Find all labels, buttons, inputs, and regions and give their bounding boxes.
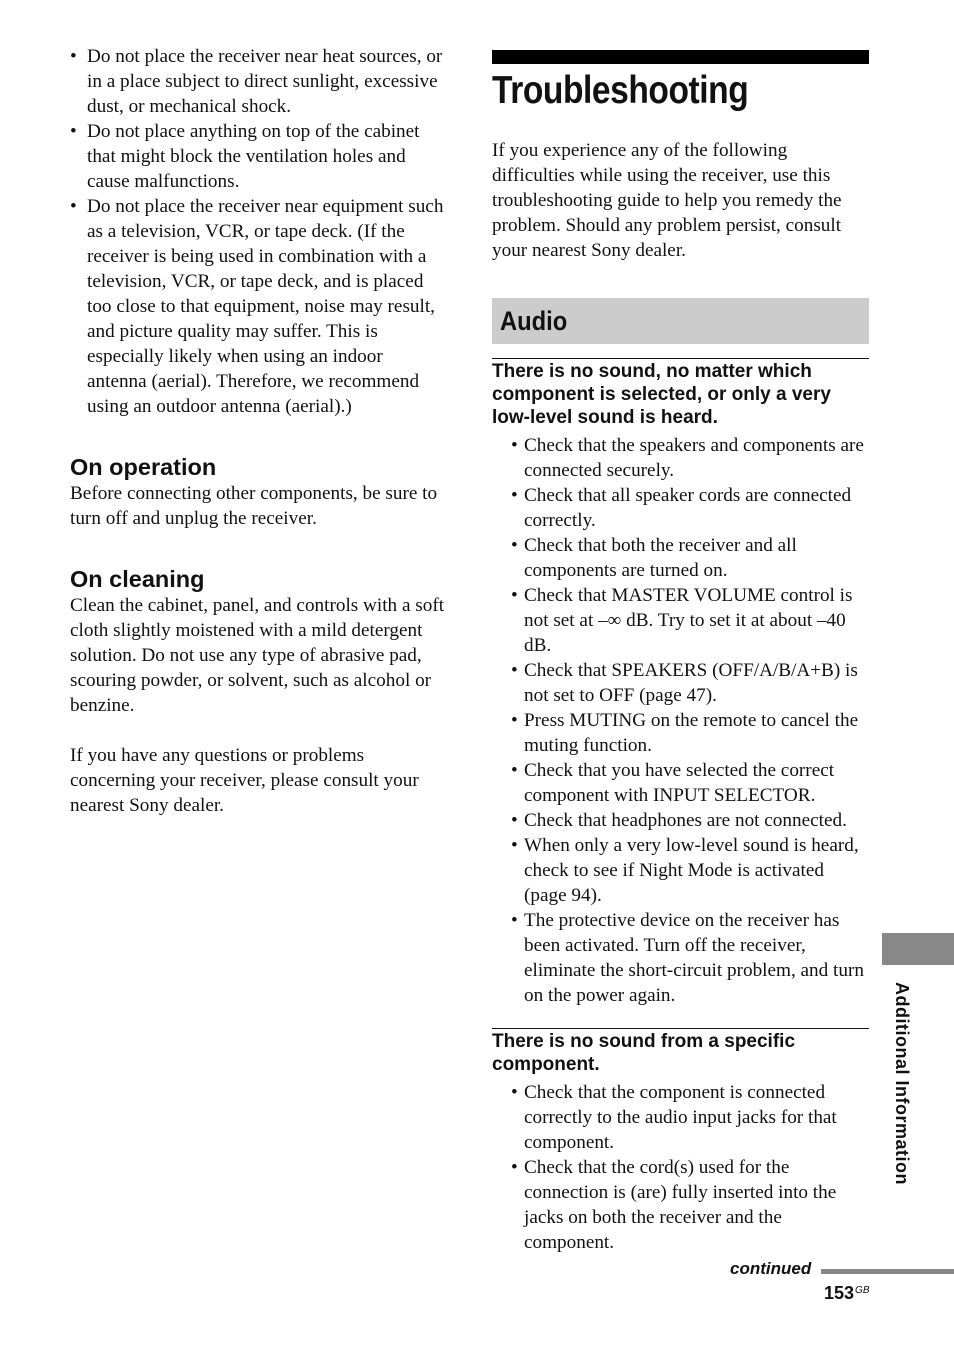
bullet: • (511, 435, 518, 456)
bullet: • (70, 46, 77, 67)
section-label: Audio (500, 305, 568, 336)
bullet: • (70, 121, 77, 142)
check-item-text: Check that the component is connected correctly to the audio input jacks for that component. (524, 1082, 837, 1153)
page-number-suffix: GB (855, 1285, 870, 1296)
continued-rule (821, 1269, 954, 1274)
bullet: • (511, 710, 518, 731)
bullet: • (70, 196, 77, 217)
list-item-text: Do not place the receiver near equipment such as a television, VCR, or tape deck. (If the receiver is being used in combination with a television, VCR, or tape deck, and is placed too close to that equipment, noise may result, and picture quality may suffer. This is especially likely when using an indoor antenna (aerial). Therefore, we recommend using an outdoor antenna (aerial).) (87, 196, 444, 417)
list-item-text: Do not place anything on top of the cabinet that might block the ventilation holes and cause malfunctions. (87, 121, 420, 192)
check-item-text: Check that the speakers and components are connected securely. (524, 435, 864, 481)
list-item-text: Do not place the receiver near heat sources, or in a place subject to direct sunlight, excessive dust, or mechanical shock. (87, 46, 443, 117)
problem-checklist (492, 1080, 869, 1255)
check-item (511, 708, 869, 758)
check-item-text: Check that SPEAKERS (OFF/A/B/A+B) is not set to OFF (page 47). (524, 660, 858, 706)
check-item (511, 533, 869, 583)
check-item (511, 433, 869, 483)
intro-text: If you experience any of the following difficulties while using the receiver, use this troubleshooting guide to help you remedy the problem. Should any problem persist, consult your nearest Sony dealer. (492, 140, 842, 261)
left-column (70, 44, 446, 818)
page-number-value: 153 (824, 1283, 855, 1303)
list-item (70, 194, 446, 419)
bullet: • (511, 485, 518, 506)
operation-heading: On operation (70, 454, 217, 480)
check-item-text: When only a very low-level sound is heard, check to see if Night Mode is activated (page 94). (524, 835, 859, 906)
check-item-text: The protective device on the receiver has been activated. Turn off the receiver, eliminate the short-circuit problem, and turn on the power again. (524, 910, 864, 1006)
problem-checklist (492, 433, 869, 1008)
check-item (511, 808, 869, 833)
check-item (511, 758, 869, 808)
bullet: • (511, 585, 518, 606)
list-item (70, 119, 446, 194)
page-title: Troubleshooting (492, 69, 749, 112)
check-item (511, 908, 869, 1008)
check-item-text: Check that MASTER VOLUME control is not set at –∞ dB. Try to set it at about –40 dB. (524, 585, 853, 656)
bullet: • (511, 835, 518, 856)
bullet: • (511, 910, 518, 931)
section-header-audio (492, 298, 869, 344)
operation-text: Before connecting other components, be sure to turn off and unplug the receiver. (70, 483, 438, 529)
check-item-text: Check that you have selected the correct component with INPUT SELECTOR. (524, 760, 835, 806)
list-item (70, 44, 446, 119)
cleaning-text: Clean the cabinet, panel, and controls with a soft cloth slightly moistened with a mild detergent solution. Do not use any type of abrasive pad, scouring powder, or solvent, such as alcohol or benzine. (70, 595, 445, 716)
check-item-text: Press MUTING on the remote to cancel the muting function. (524, 710, 859, 756)
check-item (511, 658, 869, 708)
bullet: • (511, 810, 518, 831)
bullet: • (511, 660, 518, 681)
bullet: • (511, 1082, 518, 1103)
cleaning-heading: On cleaning (70, 566, 205, 592)
check-item (511, 1080, 869, 1155)
check-item-text: Check that the cord(s) used for the connection is (are) fully inserted into the jacks on both the receiver and the component. (524, 1157, 837, 1253)
bullet: • (511, 1157, 518, 1178)
bullet: • (511, 760, 518, 781)
check-item (511, 1155, 869, 1255)
title-rule (492, 50, 869, 64)
check-item-text: Check that headphones are not connected. (524, 810, 847, 831)
check-item-text: Check that both the receiver and all components are turned on. (524, 535, 797, 581)
page-number (824, 1283, 870, 1304)
bullet: • (511, 535, 518, 556)
check-item (511, 483, 869, 533)
check-item-text: Check that all speaker cords are connected correctly. (524, 485, 852, 531)
problem-title-no-sound: There is no sound, no matter which component is selected, or only a very low-level sound is heard. (492, 361, 831, 428)
check-item (511, 833, 869, 908)
continued-label: continued (730, 1259, 812, 1278)
closing-text: If you have any questions or problems concerning your receiver, please consult your nearest Sony dealer. (70, 745, 419, 816)
side-tab-marker (882, 933, 954, 965)
precaution-list (70, 44, 446, 419)
side-tab-label: Additional Information (892, 982, 912, 1185)
right-column (492, 50, 869, 1255)
problem-title-specific-component: There is no sound from a specific component. (492, 1031, 796, 1075)
check-item (511, 583, 869, 658)
